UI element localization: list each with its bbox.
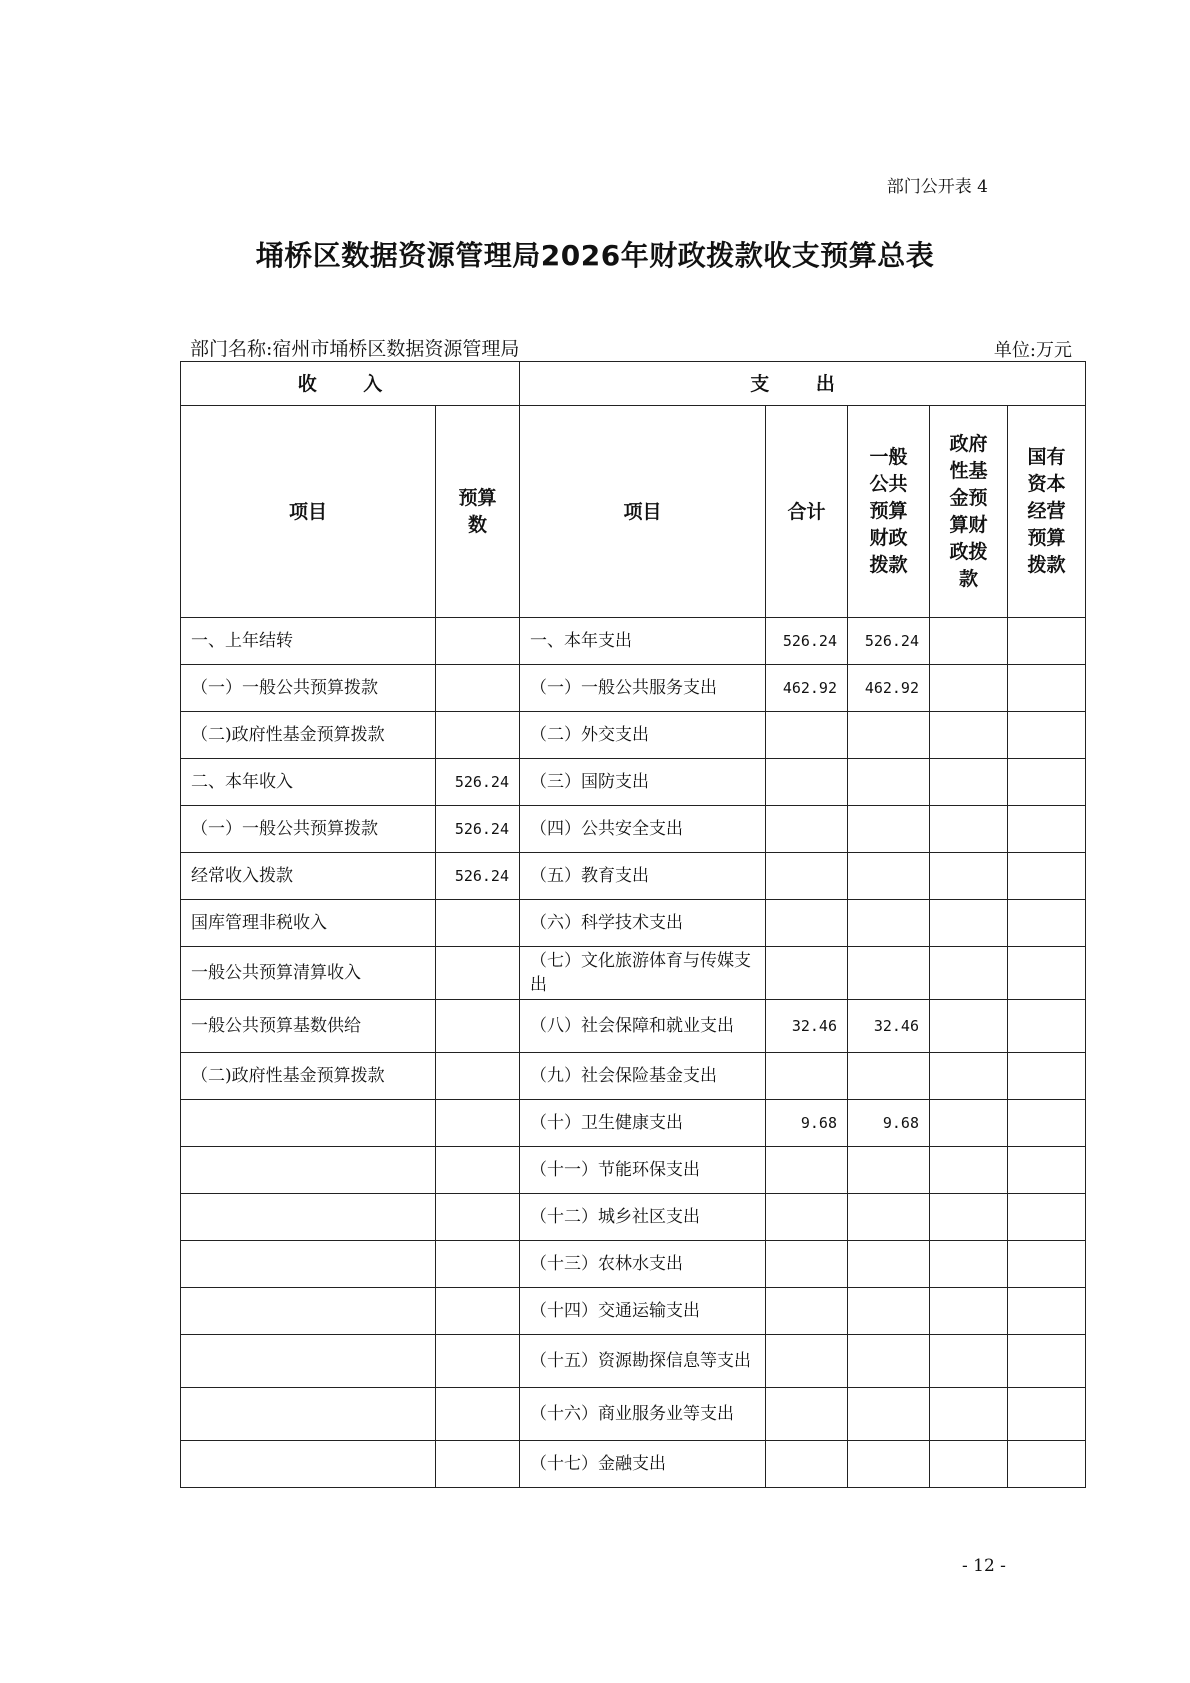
- total-amount-cell: [766, 712, 848, 759]
- expense-item-cell: （十七）金融支出: [520, 1441, 766, 1488]
- state-capital-amount-cell: [1008, 1100, 1086, 1147]
- document-tag: 部门公开表 4: [886, 177, 988, 197]
- income-amount-cell: [436, 618, 520, 665]
- department-name: 部门名称:宿州市埇桥区数据资源管理局: [190, 338, 520, 360]
- general-budget-amount-cell: [848, 759, 930, 806]
- income-item-cell: 二、本年收入: [181, 759, 436, 806]
- income-amount-cell: [436, 1241, 520, 1288]
- state-capital-amount-cell: [1008, 618, 1086, 665]
- gov-fund-amount-cell: [930, 853, 1008, 900]
- total-amount-cell: [766, 1147, 848, 1194]
- total-amount-cell: 32.46: [766, 1000, 848, 1053]
- expense-item-cell: 一、本年支出: [520, 618, 766, 665]
- gov-fund-amount-cell: [930, 1441, 1008, 1488]
- general-budget-amount-cell: [848, 900, 930, 947]
- income-item-cell: [181, 1288, 436, 1335]
- income-item-cell: （一）一般公共预算拨款: [181, 806, 436, 853]
- general-budget-header: 一般公共预算财政拨款: [848, 406, 930, 618]
- state-capital-header: 国有资本经营预算拨款: [1008, 406, 1086, 618]
- gov-fund-amount-cell: [930, 1053, 1008, 1100]
- general-budget-amount-cell: [848, 947, 930, 1000]
- gov-fund-amount-cell: [930, 1241, 1008, 1288]
- unit-label: 单位:万元: [993, 340, 1072, 361]
- state-capital-amount-cell: [1008, 1147, 1086, 1194]
- income-header: 收 入: [181, 362, 520, 406]
- income-amount-cell: [436, 900, 520, 947]
- gov-fund-amount-cell: [930, 1335, 1008, 1388]
- gov-fund-amount-cell: [930, 1147, 1008, 1194]
- state-capital-amount-cell: [1008, 806, 1086, 853]
- general-budget-amount-cell: 462.92: [848, 665, 930, 712]
- income-amount-cell: [436, 1288, 520, 1335]
- general-budget-amount-cell: [848, 1241, 930, 1288]
- expense-item-cell: （五）教育支出: [520, 853, 766, 900]
- state-capital-amount-cell: [1008, 665, 1086, 712]
- income-item-cell: （二)政府性基金预算拨款: [181, 1053, 436, 1100]
- state-capital-amount-cell: [1008, 853, 1086, 900]
- table-row: [181, 1100, 1086, 1147]
- income-amount-cell: [436, 1147, 520, 1194]
- table-row: [181, 947, 1086, 1000]
- income-amount-cell: [436, 947, 520, 1000]
- income-amount-cell: [436, 1053, 520, 1100]
- state-capital-amount-cell: [1008, 712, 1086, 759]
- expense-item-header: 项目: [520, 406, 766, 618]
- general-budget-amount-cell: [848, 1147, 930, 1194]
- general-budget-amount-cell: [848, 1053, 930, 1100]
- income-amount-cell: [436, 1000, 520, 1053]
- state-capital-amount-cell: [1008, 1441, 1086, 1488]
- state-capital-amount-cell: [1008, 947, 1086, 1000]
- total-amount-cell: [766, 1335, 848, 1388]
- total-amount-cell: [766, 1441, 848, 1488]
- total-amount-cell: [766, 806, 848, 853]
- state-capital-amount-cell: [1008, 1241, 1086, 1288]
- income-amount-cell: [436, 1441, 520, 1488]
- income-item-cell: 一般公共预算清算收入: [181, 947, 436, 1000]
- income-item-cell: [181, 1100, 436, 1147]
- total-amount-cell: 9.68: [766, 1100, 848, 1147]
- general-budget-amount-cell: [848, 1194, 930, 1241]
- total-amount-cell: [766, 1194, 848, 1241]
- gov-fund-amount-cell: [930, 947, 1008, 1000]
- income-amount-cell: [436, 1388, 520, 1441]
- gov-fund-amount-cell: [930, 618, 1008, 665]
- state-capital-amount-cell: [1008, 1000, 1086, 1053]
- expense-item-cell: （一）一般公共服务支出: [520, 665, 766, 712]
- expense-item-cell: （十二）城乡社区支出: [520, 1194, 766, 1241]
- table-row: [181, 1388, 1086, 1441]
- state-capital-amount-cell: [1008, 1194, 1086, 1241]
- gov-fund-amount-cell: [930, 1100, 1008, 1147]
- table-row: [181, 1241, 1086, 1288]
- table-row: [181, 1335, 1086, 1388]
- expense-item-cell: （七）文化旅游体育与传媒支出: [520, 947, 766, 1000]
- general-budget-amount-cell: 9.68: [848, 1100, 930, 1147]
- total-amount-cell: 462.92: [766, 665, 848, 712]
- table-row: [181, 1441, 1086, 1488]
- state-capital-amount-cell: [1008, 759, 1086, 806]
- income-item-cell: [181, 1147, 436, 1194]
- income-amount-cell: 526.24: [436, 806, 520, 853]
- income-amount-cell: [436, 1335, 520, 1388]
- income-budget-header: 预算数: [436, 406, 520, 618]
- income-item-cell: [181, 1388, 436, 1441]
- income-item-cell: [181, 1441, 436, 1488]
- total-amount-cell: [766, 853, 848, 900]
- table-row: [181, 1194, 1086, 1241]
- table-row: [181, 618, 1086, 665]
- expense-item-cell: （三）国防支出: [520, 759, 766, 806]
- state-capital-amount-cell: [1008, 1053, 1086, 1100]
- income-item-cell: [181, 1194, 436, 1241]
- income-amount-cell: 526.24: [436, 853, 520, 900]
- general-budget-amount-cell: 526.24: [848, 618, 930, 665]
- expense-item-cell: （二）外交支出: [520, 712, 766, 759]
- table-row: [181, 665, 1086, 712]
- total-amount-cell: [766, 759, 848, 806]
- state-capital-amount-cell: [1008, 1388, 1086, 1441]
- gov-fund-amount-cell: [930, 1388, 1008, 1441]
- expense-item-cell: （八）社会保障和就业支出: [520, 1000, 766, 1053]
- income-item-header: 项目: [181, 406, 436, 618]
- expense-item-cell: （九）社会保险基金支出: [520, 1053, 766, 1100]
- general-budget-amount-cell: [848, 1388, 930, 1441]
- table-row: [181, 853, 1086, 900]
- general-budget-amount-cell: [848, 1441, 930, 1488]
- total-amount-cell: [766, 1288, 848, 1335]
- gov-fund-amount-cell: [930, 900, 1008, 947]
- expense-item-cell: （十）卫生健康支出: [520, 1100, 766, 1147]
- table-row: [181, 712, 1086, 759]
- expense-header: 支 出: [520, 362, 1086, 406]
- expense-item-cell: （十五）资源勘探信息等支出: [520, 1335, 766, 1388]
- table-row: [181, 1053, 1086, 1100]
- gov-fund-amount-cell: [930, 1288, 1008, 1335]
- expense-item-cell: （四）公共安全支出: [520, 806, 766, 853]
- income-item-cell: 一般公共预算基数供给: [181, 1000, 436, 1053]
- state-capital-amount-cell: [1008, 900, 1086, 947]
- table-row: [181, 1147, 1086, 1194]
- general-budget-amount-cell: [848, 1288, 930, 1335]
- income-amount-cell: [436, 665, 520, 712]
- expense-item-cell: （十一）节能环保支出: [520, 1147, 766, 1194]
- income-amount-cell: [436, 1194, 520, 1241]
- income-item-cell: [181, 1335, 436, 1388]
- total-amount-cell: [766, 947, 848, 1000]
- income-item-cell: 一、上年结转: [181, 618, 436, 665]
- general-budget-amount-cell: 32.46: [848, 1000, 930, 1053]
- income-item-cell: 经常收入拨款: [181, 853, 436, 900]
- page-number: - 12 -: [962, 1556, 1006, 1576]
- general-budget-amount-cell: [848, 1335, 930, 1388]
- income-amount-cell: 526.24: [436, 759, 520, 806]
- gov-fund-amount-cell: [930, 806, 1008, 853]
- income-amount-cell: [436, 712, 520, 759]
- gov-fund-amount-cell: [930, 712, 1008, 759]
- general-budget-amount-cell: [848, 853, 930, 900]
- expense-item-cell: （六）科学技术支出: [520, 900, 766, 947]
- expense-item-cell: （十六）商业服务业等支出: [520, 1388, 766, 1441]
- table-row: [181, 900, 1086, 947]
- general-budget-amount-cell: [848, 712, 930, 759]
- income-item-cell: （一）一般公共预算拨款: [181, 665, 436, 712]
- gov-fund-amount-cell: [930, 665, 1008, 712]
- income-item-cell: 国库管理非税收入: [181, 900, 436, 947]
- budget-table: [180, 361, 1086, 1488]
- total-amount-cell: [766, 1053, 848, 1100]
- income-amount-cell: [436, 1100, 520, 1147]
- table-row: [181, 1288, 1086, 1335]
- expense-item-cell: （十三）农林水支出: [520, 1241, 766, 1288]
- total-header: 合计: [766, 406, 848, 618]
- income-item-cell: [181, 1241, 436, 1288]
- table-row: [181, 806, 1086, 853]
- total-amount-cell: [766, 900, 848, 947]
- total-amount-cell: [766, 1388, 848, 1441]
- state-capital-amount-cell: [1008, 1288, 1086, 1335]
- gov-fund-amount-cell: [930, 1000, 1008, 1053]
- page-title: 埇桥区数据资源管理局2026年财政拨款收支预算总表: [255, 239, 935, 272]
- table-row: [181, 1000, 1086, 1053]
- general-budget-amount-cell: [848, 806, 930, 853]
- state-capital-amount-cell: [1008, 1335, 1086, 1388]
- total-amount-cell: 526.24: [766, 618, 848, 665]
- expense-item-cell: （十四）交通运输支出: [520, 1288, 766, 1335]
- gov-fund-amount-cell: [930, 759, 1008, 806]
- gov-fund-amount-cell: [930, 1194, 1008, 1241]
- gov-fund-header: 政府性基金预算财政拨款: [930, 406, 1008, 618]
- total-amount-cell: [766, 1241, 848, 1288]
- table-row: [181, 759, 1086, 806]
- income-item-cell: （二)政府性基金预算拨款: [181, 712, 436, 759]
